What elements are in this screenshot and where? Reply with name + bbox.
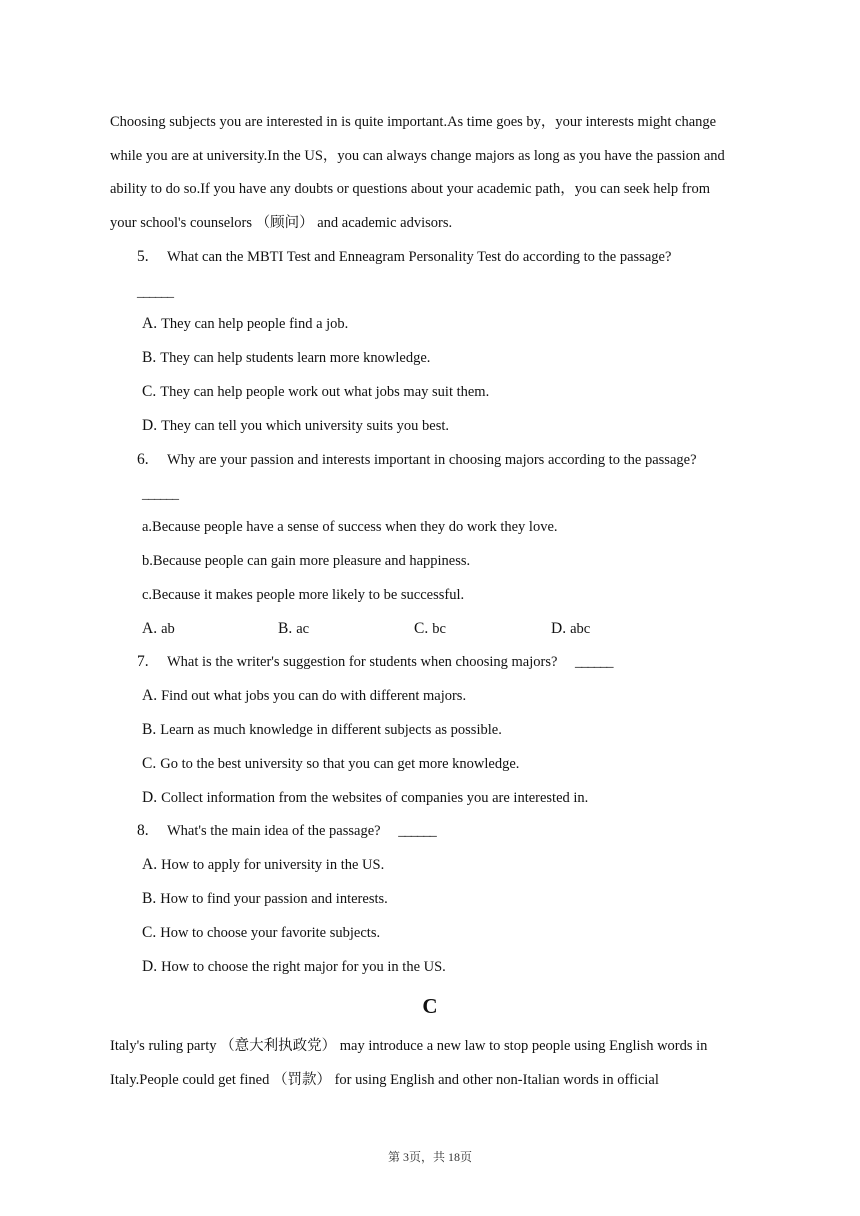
option-text: They can help people find a job. <box>161 316 349 332</box>
option-text: How to find your passion and interests. <box>160 891 388 907</box>
option-letter: C. <box>142 924 157 941</box>
option-text: ab <box>161 621 175 637</box>
paragraph-line: Italy.People could get fined （罚款） for using English and other non-Italian words in official <box>110 1072 659 1088</box>
option-letter: B. <box>142 349 157 366</box>
option-c <box>414 619 446 639</box>
section-title: C <box>422 994 438 1018</box>
option-letter: A. <box>142 315 158 332</box>
question-number: 6. <box>137 451 149 468</box>
question-text: Why are your passion and interests important in choosing majors according to the passage? <box>167 452 697 468</box>
option-a <box>142 686 466 706</box>
option-b <box>278 619 309 639</box>
question-number: 7. <box>137 653 149 670</box>
statement-b: b.Because people can gain more pleasure and happiness. <box>142 553 471 569</box>
question-7 <box>137 652 613 672</box>
paragraph-line: while you are at university.In the US，you can always change majors as long as you have the passion and <box>110 148 725 164</box>
option-b <box>142 720 502 740</box>
option-b <box>142 889 388 909</box>
option-a <box>142 619 175 639</box>
option-letter: A. <box>142 856 158 873</box>
option-letter: D. <box>142 417 158 434</box>
answer-blank: ______ <box>575 654 613 670</box>
question-text: What is the writer's suggestion for students when choosing majors? <box>167 654 558 670</box>
option-a <box>142 855 384 875</box>
option-text: They can tell you which university suits you best. <box>161 418 450 434</box>
option-text: How to choose your favorite subjects. <box>160 925 381 941</box>
question-text: What can the MBTI Test and Enneagram Personality Test do according to the passage? <box>167 249 672 265</box>
option-letter: C. <box>142 755 157 772</box>
option-c <box>142 923 380 943</box>
question-6 <box>137 450 697 470</box>
option-letter: B. <box>278 620 293 637</box>
paragraph-line: your school's counselors （顾问） and academic advisors. <box>110 215 453 231</box>
answer-blank: ______ <box>142 487 178 502</box>
paragraph-line: Italy's ruling party （意大利执政党） may introduce a new law to stop people using English words in <box>110 1038 708 1054</box>
question-number: 5. <box>137 248 149 265</box>
answer-blank: ______ <box>398 823 436 839</box>
statement-c: c.Because it makes people more likely to be successful. <box>142 587 465 603</box>
option-letter: A. <box>142 620 158 637</box>
option-letter: C. <box>414 620 429 637</box>
option-c <box>142 754 519 774</box>
option-d <box>142 788 588 808</box>
option-text: How to choose the right major for you in the US. <box>161 959 446 975</box>
option-b <box>142 348 430 368</box>
statement-a: a.Because people have a sense of success when they do work they love. <box>142 519 558 535</box>
option-text: abc <box>570 621 591 637</box>
question-number: 8. <box>137 822 149 839</box>
option-text: They can help students learn more knowledge. <box>160 350 431 366</box>
page-footer: 第 3页，共 18页 <box>387 1150 472 1164</box>
option-text: ac <box>296 621 310 637</box>
option-d <box>551 619 590 639</box>
option-letter: B. <box>142 721 157 738</box>
option-text: They can help people work out what jobs may suit them. <box>160 384 490 400</box>
option-letter: D. <box>142 958 158 975</box>
option-text: Go to the best university so that you can get more knowledge. <box>160 756 520 772</box>
question-5 <box>137 247 671 267</box>
option-letter: B. <box>142 890 157 907</box>
option-text: Collect information from the websites of companies you are interested in. <box>161 790 589 806</box>
question-8 <box>137 821 436 841</box>
option-text: Learn as much knowledge in different subjects as possible. <box>160 722 502 738</box>
answer-blank: ______ <box>137 285 173 300</box>
option-letter: A. <box>142 687 158 704</box>
option-letter: D. <box>551 620 567 637</box>
option-letter: D. <box>142 789 158 806</box>
option-text: bc <box>432 621 446 637</box>
paragraph-line: ability to do so.If you have any doubts or questions about your academic path，you can seek help from <box>110 181 710 197</box>
option-d <box>142 416 449 436</box>
option-text: How to apply for university in the US. <box>161 857 385 873</box>
option-text: Find out what jobs you can do with different majors. <box>161 688 467 704</box>
option-c <box>142 382 489 402</box>
option-d <box>142 957 446 977</box>
paragraph-line: Choosing subjects you are interested in is quite important.As time goes by，your interests might change <box>110 114 717 130</box>
option-a <box>142 314 348 334</box>
question-text: What's the main idea of the passage? <box>167 823 381 839</box>
option-letter: C. <box>142 383 157 400</box>
